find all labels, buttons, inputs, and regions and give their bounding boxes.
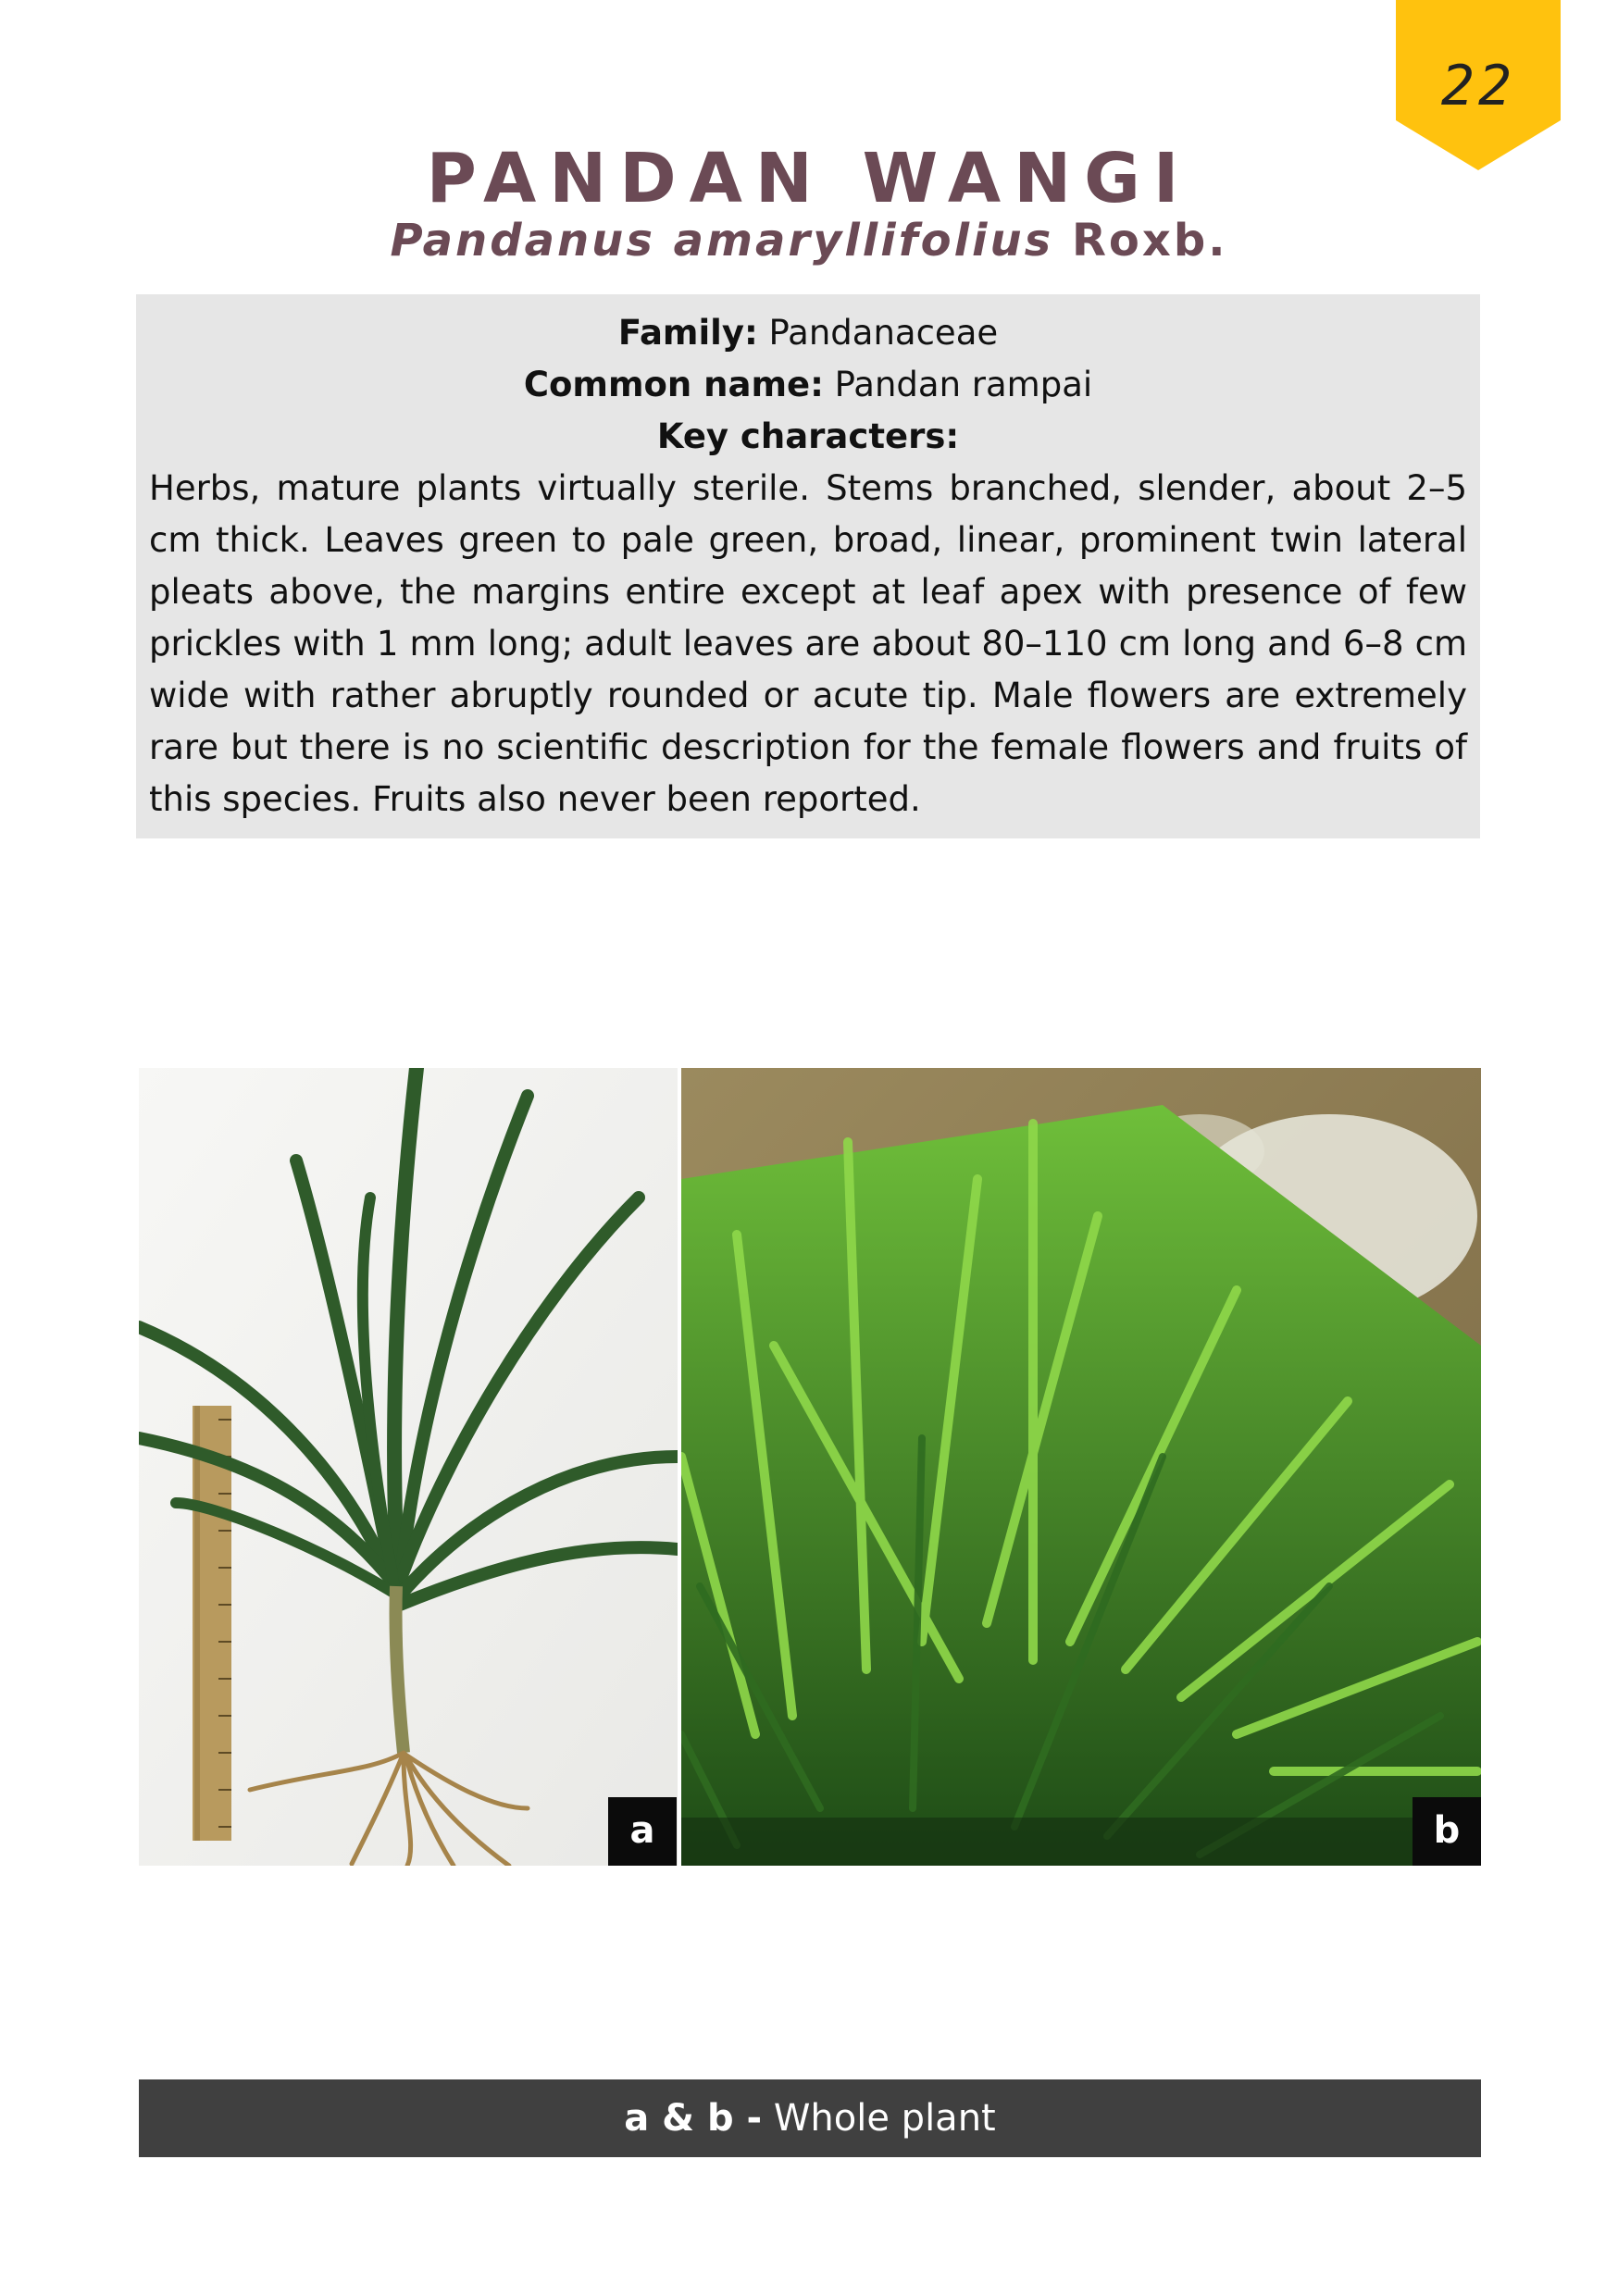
common-name-line <box>149 359 1467 411</box>
scientific-name <box>0 215 1618 267</box>
family-value: Pandanaceae <box>768 313 999 353</box>
photo-whole-plant-a <box>139 1068 678 1866</box>
plant-specimen-illustration <box>139 1068 678 1866</box>
scientific-name-authority: Roxb. <box>1071 215 1228 267</box>
family-line <box>149 307 1467 359</box>
key-characters-description: Herbs, mature plants virtually sterile. Stems branched, slender, about 2–5 cm thick. Leaves green to pale green, broad, linear, prominent twin lateral pleats above, the margins entire except at leaf apex with presence of few prickles with 1 mm long; adult leaves are about 80–110 cm long and 6–8 cm wide with rather abruptly rounded or acute tip. Male flowers are extremely rare but there is no scientific description for the female flowers and fruits of this species. Fruits also never been reported. <box>149 468 1467 819</box>
figure-label-b: b <box>1413 1797 1481 1866</box>
page-number: 22 <box>1440 54 1516 118</box>
caption-text: Whole plant <box>773 2097 996 2140</box>
figure-caption <box>139 2079 1481 2157</box>
key-characters-label: Key characters: <box>656 416 960 456</box>
page-title: PANDAN WANGI <box>426 139 1192 218</box>
family-label: Family: <box>617 313 758 353</box>
common-name-label: Common name: <box>523 365 824 404</box>
plant-clump-illustration <box>681 1068 1481 1866</box>
key-characters-line <box>149 411 1467 463</box>
common-name-value: Pandan rampai <box>834 365 1093 404</box>
photo-whole-plant-b <box>681 1068 1481 1866</box>
caption-prefix: a & b - <box>624 2097 763 2140</box>
figure-label-a: a <box>608 1797 677 1866</box>
species-info-box <box>136 294 1480 838</box>
scientific-name-species: Pandanus amaryllifolius <box>390 215 1054 267</box>
